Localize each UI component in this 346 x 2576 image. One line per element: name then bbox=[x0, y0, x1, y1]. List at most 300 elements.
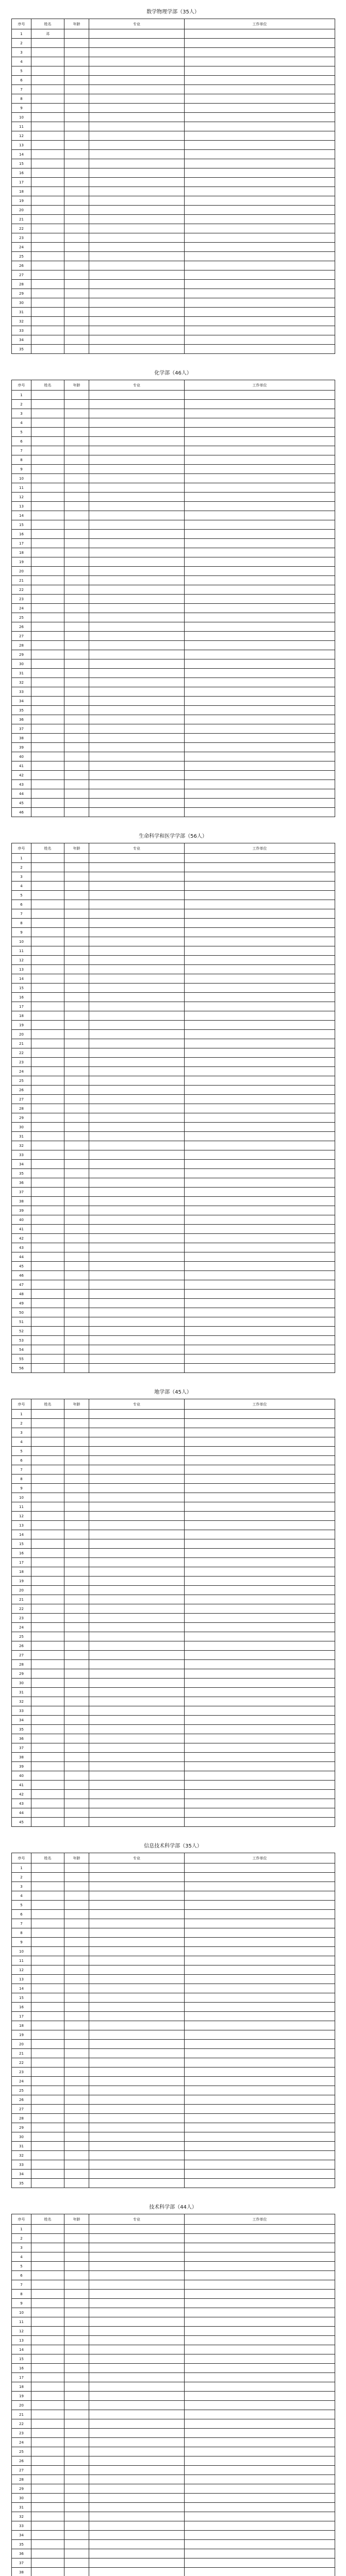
index-cell: 3 bbox=[12, 2243, 31, 2252]
age-cell bbox=[64, 76, 89, 85]
major-cell bbox=[89, 734, 185, 743]
age-header: 年龄 bbox=[64, 1853, 89, 1863]
major-cell bbox=[89, 2225, 185, 2234]
age-cell bbox=[64, 1799, 89, 1808]
major-cell bbox=[89, 1169, 185, 1178]
table-row bbox=[12, 2447, 335, 2456]
employer-cell bbox=[185, 622, 335, 632]
age-cell bbox=[64, 215, 89, 224]
table-row bbox=[12, 66, 335, 76]
table-row bbox=[12, 2040, 335, 2049]
division-section bbox=[11, 6, 335, 354]
name-cell bbox=[31, 224, 64, 233]
major-cell bbox=[89, 178, 185, 187]
index-cell: 35 bbox=[12, 1725, 31, 1734]
major-cell bbox=[89, 1753, 185, 1762]
index-header: 序号 bbox=[12, 843, 31, 854]
employer-cell bbox=[185, 29, 335, 39]
index-cell: 6 bbox=[12, 1910, 31, 1919]
major-header: 专业 bbox=[89, 2214, 185, 2225]
table-row bbox=[12, 1354, 335, 1364]
name-cell bbox=[31, 2401, 64, 2410]
employer-cell bbox=[185, 761, 335, 771]
name-cell bbox=[31, 502, 64, 511]
age-cell bbox=[64, 2271, 89, 2280]
employer-cell bbox=[185, 1058, 335, 1067]
age-cell bbox=[64, 418, 89, 428]
name-cell: 邓 bbox=[31, 29, 64, 39]
table-row bbox=[12, 2132, 335, 2142]
age-cell bbox=[64, 85, 89, 94]
index-cell: 42 bbox=[12, 771, 31, 780]
age-cell bbox=[64, 900, 89, 909]
age-cell bbox=[64, 159, 89, 168]
age-cell bbox=[64, 1048, 89, 1058]
employer-cell bbox=[185, 2503, 335, 2512]
age-cell bbox=[64, 1651, 89, 1660]
major-cell bbox=[89, 919, 185, 928]
index-cell: 28 bbox=[12, 280, 31, 289]
employer-cell bbox=[185, 1873, 335, 1882]
table-row bbox=[12, 622, 335, 632]
index-cell: 25 bbox=[12, 252, 31, 261]
table-row bbox=[12, 76, 335, 85]
index-cell: 55 bbox=[12, 1354, 31, 1364]
major-cell bbox=[89, 2345, 185, 2354]
employer-cell bbox=[185, 1928, 335, 1938]
major-cell bbox=[89, 113, 185, 122]
employer-cell bbox=[185, 632, 335, 641]
employer-cell bbox=[185, 1132, 335, 1141]
division-section bbox=[11, 831, 335, 1373]
table-row bbox=[12, 956, 335, 965]
index-cell: 39 bbox=[12, 743, 31, 752]
index-cell: 33 bbox=[12, 2521, 31, 2531]
name-header: 姓名 bbox=[31, 1853, 64, 1863]
table-row bbox=[12, 122, 335, 131]
age-cell bbox=[64, 919, 89, 928]
employer-cell bbox=[185, 400, 335, 409]
table-row bbox=[12, 1521, 335, 1530]
age-cell bbox=[64, 872, 89, 882]
name-cell bbox=[31, 1252, 64, 1262]
age-cell bbox=[64, 1604, 89, 1614]
employer-cell bbox=[185, 1475, 335, 1484]
table-row bbox=[12, 2123, 335, 2132]
index-cell: 13 bbox=[12, 2336, 31, 2345]
age-cell bbox=[64, 1484, 89, 1493]
major-cell bbox=[89, 1188, 185, 1197]
major-cell bbox=[89, 1206, 185, 1215]
index-cell: 8 bbox=[12, 1928, 31, 1938]
age-cell bbox=[64, 2030, 89, 2040]
employer-cell bbox=[185, 697, 335, 706]
name-cell bbox=[31, 1965, 64, 1975]
employer-cell bbox=[185, 2447, 335, 2456]
employer-cell bbox=[185, 2049, 335, 2058]
index-cell: 27 bbox=[12, 2466, 31, 2475]
name-cell bbox=[31, 1762, 64, 1771]
index-cell: 29 bbox=[12, 289, 31, 298]
major-cell bbox=[89, 308, 185, 317]
table-row bbox=[12, 2364, 335, 2373]
major-cell bbox=[89, 1197, 185, 1206]
employer-cell bbox=[185, 956, 335, 965]
employer-cell bbox=[185, 1169, 335, 1178]
major-cell bbox=[89, 2142, 185, 2151]
employer-cell bbox=[185, 734, 335, 743]
name-cell bbox=[31, 1956, 64, 1965]
age-cell bbox=[64, 2299, 89, 2308]
name-cell bbox=[31, 1938, 64, 1947]
employer-cell bbox=[185, 789, 335, 799]
index-cell: 15 bbox=[12, 159, 31, 168]
major-cell bbox=[89, 1234, 185, 1243]
table-row bbox=[12, 900, 335, 909]
age-cell bbox=[64, 1891, 89, 1901]
employer-cell bbox=[185, 2392, 335, 2401]
name-cell bbox=[31, 1669, 64, 1679]
table-row bbox=[12, 1743, 335, 1753]
index-cell: 54 bbox=[12, 1345, 31, 1354]
name-cell bbox=[31, 418, 64, 428]
employer-cell bbox=[185, 1956, 335, 1965]
table-row bbox=[12, 1530, 335, 1539]
age-cell bbox=[64, 2484, 89, 2494]
employer-cell bbox=[185, 317, 335, 326]
major-cell bbox=[89, 2243, 185, 2252]
name-cell bbox=[31, 2271, 64, 2280]
index-cell: 17 bbox=[12, 539, 31, 548]
index-cell: 19 bbox=[12, 1021, 31, 1030]
age-cell bbox=[64, 1178, 89, 1188]
name-cell bbox=[31, 1039, 64, 1048]
name-cell bbox=[31, 243, 64, 252]
employer-cell bbox=[185, 76, 335, 85]
age-cell bbox=[64, 2521, 89, 2531]
table-row bbox=[12, 428, 335, 437]
table-row bbox=[12, 715, 335, 724]
age-cell bbox=[64, 2308, 89, 2317]
name-cell bbox=[31, 1475, 64, 1484]
name-cell bbox=[31, 622, 64, 632]
major-cell bbox=[89, 2327, 185, 2336]
name-cell bbox=[31, 2494, 64, 2503]
employer-cell bbox=[185, 1234, 335, 1243]
index-cell: 24 bbox=[12, 2438, 31, 2447]
employer-cell bbox=[185, 1818, 335, 1827]
major-cell bbox=[89, 66, 185, 76]
index-cell: 28 bbox=[12, 1104, 31, 1113]
employer-cell bbox=[185, 2354, 335, 2364]
table-row bbox=[12, 548, 335, 557]
age-cell bbox=[64, 1197, 89, 1206]
name-cell bbox=[31, 1067, 64, 1076]
major-cell bbox=[89, 974, 185, 984]
division-section bbox=[11, 367, 335, 817]
employer-cell bbox=[185, 2280, 335, 2290]
age-cell bbox=[64, 1697, 89, 1706]
index-cell: 1 bbox=[12, 854, 31, 863]
table-row bbox=[12, 2494, 335, 2503]
major-cell bbox=[89, 2308, 185, 2317]
major-cell bbox=[89, 1679, 185, 1688]
age-cell bbox=[64, 669, 89, 678]
major-cell bbox=[89, 1048, 185, 1058]
index-cell: 3 bbox=[12, 409, 31, 418]
name-cell bbox=[31, 724, 64, 734]
age-cell bbox=[64, 2531, 89, 2540]
age-cell bbox=[64, 520, 89, 530]
age-cell bbox=[64, 308, 89, 317]
employer-cell bbox=[185, 2512, 335, 2521]
index-cell: 13 bbox=[12, 1975, 31, 1984]
index-cell: 38 bbox=[12, 2568, 31, 2576]
employer-cell bbox=[185, 2086, 335, 2095]
name-cell bbox=[31, 1734, 64, 1743]
table-row bbox=[12, 2151, 335, 2160]
index-cell: 6 bbox=[12, 2271, 31, 2280]
table-row bbox=[12, 1419, 335, 1428]
major-cell bbox=[89, 1947, 185, 1956]
age-cell bbox=[64, 1364, 89, 1373]
table-row bbox=[12, 1919, 335, 1928]
name-cell bbox=[31, 1716, 64, 1725]
major-cell bbox=[89, 743, 185, 752]
index-cell: 15 bbox=[12, 1993, 31, 2003]
index-cell: 25 bbox=[12, 613, 31, 622]
employer-header: 工作单位 bbox=[185, 380, 335, 391]
table-row bbox=[12, 641, 335, 650]
age-cell bbox=[64, 2170, 89, 2179]
name-cell bbox=[31, 206, 64, 215]
employer-cell bbox=[185, 326, 335, 335]
name-cell bbox=[31, 2132, 64, 2142]
index-cell: 37 bbox=[12, 1188, 31, 1197]
major-cell bbox=[89, 2280, 185, 2290]
index-cell: 31 bbox=[12, 2142, 31, 2151]
table-row bbox=[12, 937, 335, 946]
table-row bbox=[12, 1984, 335, 1993]
major-cell bbox=[89, 1604, 185, 1614]
academician-table bbox=[11, 1399, 335, 1827]
index-cell: 48 bbox=[12, 1290, 31, 1299]
employer-cell bbox=[185, 39, 335, 48]
employer-cell bbox=[185, 1160, 335, 1169]
index-cell: 33 bbox=[12, 326, 31, 335]
table-row bbox=[12, 1048, 335, 1058]
major-cell bbox=[89, 900, 185, 909]
employer-cell bbox=[185, 2105, 335, 2114]
employer-cell bbox=[185, 2012, 335, 2021]
name-cell bbox=[31, 1447, 64, 1456]
name-cell bbox=[31, 1781, 64, 1790]
employer-cell bbox=[185, 243, 335, 252]
name-cell bbox=[31, 1549, 64, 1558]
table-row bbox=[12, 2234, 335, 2243]
employer-cell bbox=[185, 1123, 335, 1132]
index-cell: 52 bbox=[12, 1327, 31, 1336]
index-cell: 27 bbox=[12, 1651, 31, 1660]
name-cell bbox=[31, 2160, 64, 2170]
major-cell bbox=[89, 1956, 185, 1965]
major-cell bbox=[89, 2438, 185, 2447]
table-row bbox=[12, 2373, 335, 2382]
employer-cell bbox=[185, 1428, 335, 1437]
major-cell bbox=[89, 2456, 185, 2466]
table-row bbox=[12, 724, 335, 734]
major-cell bbox=[89, 187, 185, 196]
name-cell bbox=[31, 1327, 64, 1336]
age-cell bbox=[64, 1743, 89, 1753]
name-cell bbox=[31, 2021, 64, 2030]
table-row bbox=[12, 2317, 335, 2327]
major-cell bbox=[89, 1271, 185, 1280]
name-cell bbox=[31, 965, 64, 974]
age-cell bbox=[64, 956, 89, 965]
index-cell: 2 bbox=[12, 39, 31, 48]
name-cell bbox=[31, 789, 64, 799]
section-title: 生命科学和医学学部（56人） bbox=[139, 834, 207, 839]
major-cell bbox=[89, 1660, 185, 1669]
major-cell bbox=[89, 669, 185, 678]
age-cell bbox=[64, 2105, 89, 2114]
index-cell: 29 bbox=[12, 2484, 31, 2494]
index-cell: 25 bbox=[12, 2086, 31, 2095]
name-cell bbox=[31, 2549, 64, 2558]
index-cell: 45 bbox=[12, 1818, 31, 1827]
age-cell bbox=[64, 2466, 89, 2475]
index-cell: 26 bbox=[12, 2095, 31, 2105]
age-header: 年龄 bbox=[64, 843, 89, 854]
major-cell bbox=[89, 270, 185, 280]
age-cell bbox=[64, 650, 89, 659]
name-cell bbox=[31, 1484, 64, 1493]
age-cell bbox=[64, 1910, 89, 1919]
index-cell: 23 bbox=[12, 595, 31, 604]
index-cell: 20 bbox=[12, 2040, 31, 2049]
employer-cell bbox=[185, 1317, 335, 1327]
table-row bbox=[12, 1753, 335, 1762]
name-cell bbox=[31, 1651, 64, 1660]
major-cell bbox=[89, 715, 185, 724]
age-cell bbox=[64, 2151, 89, 2160]
table-row bbox=[12, 1623, 335, 1632]
employer-cell bbox=[185, 1150, 335, 1160]
major-cell bbox=[89, 150, 185, 159]
employer-cell bbox=[185, 706, 335, 715]
age-cell bbox=[64, 2003, 89, 2012]
index-cell: 12 bbox=[12, 956, 31, 965]
employer-cell bbox=[185, 780, 335, 789]
major-cell bbox=[89, 1697, 185, 1706]
index-cell: 28 bbox=[12, 641, 31, 650]
employer-cell bbox=[185, 1076, 335, 1086]
name-cell bbox=[31, 150, 64, 159]
name-cell bbox=[31, 1586, 64, 1595]
index-cell: 32 bbox=[12, 1697, 31, 1706]
table-row bbox=[12, 261, 335, 270]
table-header-row bbox=[12, 1853, 335, 1863]
index-cell: 30 bbox=[12, 1123, 31, 1132]
age-cell bbox=[64, 178, 89, 187]
employer-cell bbox=[185, 224, 335, 233]
index-cell: 19 bbox=[12, 2392, 31, 2401]
index-cell: 40 bbox=[12, 1215, 31, 1225]
index-cell: 14 bbox=[12, 974, 31, 984]
table-row bbox=[12, 2049, 335, 2058]
table-row bbox=[12, 799, 335, 808]
employer-cell bbox=[185, 1558, 335, 1567]
employer-cell bbox=[185, 1919, 335, 1928]
employer-cell bbox=[185, 2382, 335, 2392]
name-cell bbox=[31, 1753, 64, 1762]
section-title: 技术科学部（44人） bbox=[149, 2205, 197, 2210]
employer-cell bbox=[185, 48, 335, 57]
employer-cell bbox=[185, 1910, 335, 1919]
employer-cell bbox=[185, 2234, 335, 2243]
age-cell bbox=[64, 2077, 89, 2086]
employer-cell bbox=[185, 1197, 335, 1206]
major-cell bbox=[89, 1743, 185, 1753]
age-cell bbox=[64, 641, 89, 650]
name-cell bbox=[31, 854, 64, 863]
major-cell bbox=[89, 2179, 185, 2188]
table-row bbox=[12, 168, 335, 178]
employer-cell bbox=[185, 1734, 335, 1743]
major-cell bbox=[89, 400, 185, 409]
name-cell bbox=[31, 2123, 64, 2132]
employer-cell bbox=[185, 909, 335, 919]
table-row bbox=[12, 2290, 335, 2299]
age-cell bbox=[64, 243, 89, 252]
major-cell bbox=[89, 85, 185, 94]
major-cell bbox=[89, 1975, 185, 1984]
major-cell bbox=[89, 1799, 185, 1808]
name-cell bbox=[31, 1567, 64, 1577]
major-cell bbox=[89, 94, 185, 104]
name-cell bbox=[31, 131, 64, 141]
employer-cell bbox=[185, 1697, 335, 1706]
major-cell bbox=[89, 946, 185, 956]
index-cell: 31 bbox=[12, 2503, 31, 2512]
employer-cell bbox=[185, 502, 335, 511]
table-row bbox=[12, 1484, 335, 1493]
name-cell bbox=[31, 706, 64, 715]
age-cell bbox=[64, 66, 89, 76]
table-row bbox=[12, 650, 335, 659]
index-cell: 44 bbox=[12, 1808, 31, 1818]
table-row bbox=[12, 1234, 335, 1243]
employer-cell bbox=[185, 1484, 335, 1493]
name-cell bbox=[31, 641, 64, 650]
table-header-row bbox=[12, 2214, 335, 2225]
name-cell bbox=[31, 1456, 64, 1465]
table-row bbox=[12, 2558, 335, 2568]
major-cell bbox=[89, 1280, 185, 1290]
employer-cell bbox=[185, 2252, 335, 2262]
name-cell bbox=[31, 2327, 64, 2336]
table-row bbox=[12, 29, 335, 39]
age-cell bbox=[64, 2012, 89, 2021]
age-cell bbox=[64, 104, 89, 113]
name-cell bbox=[31, 493, 64, 502]
table-row bbox=[12, 520, 335, 530]
employer-cell bbox=[185, 595, 335, 604]
major-cell bbox=[89, 1002, 185, 1011]
age-cell bbox=[64, 1225, 89, 1234]
table-row bbox=[12, 2271, 335, 2280]
